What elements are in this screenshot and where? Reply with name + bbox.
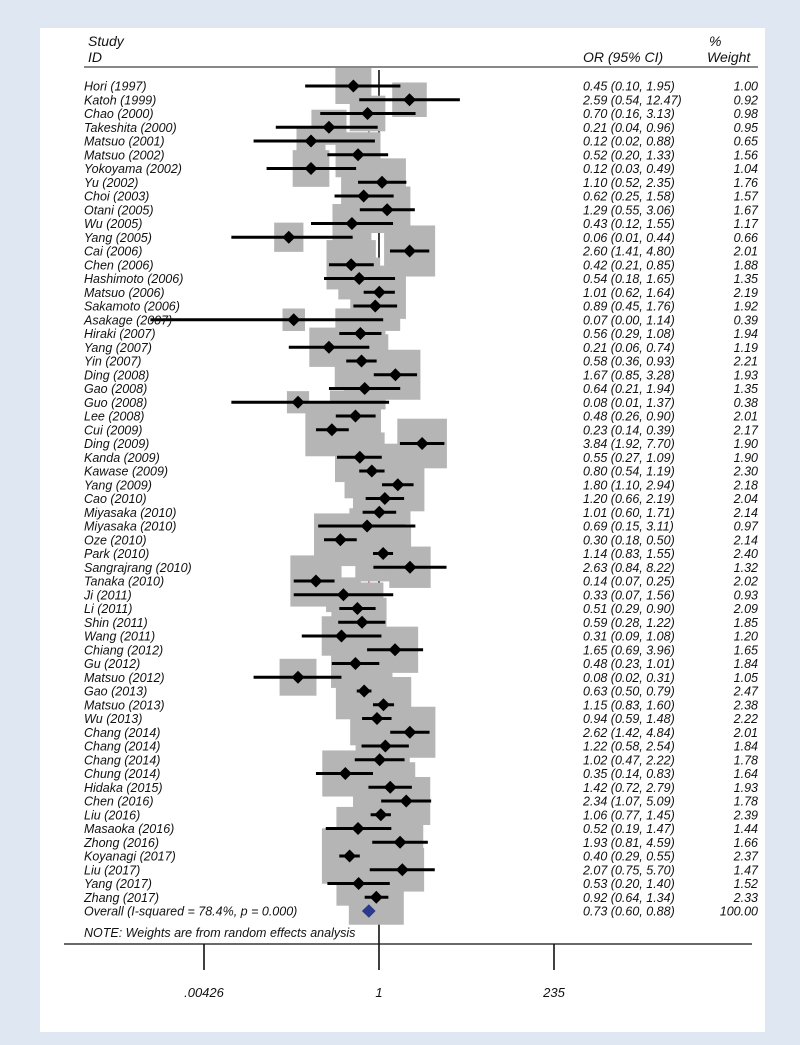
study-label: Miyasaka (2010) — [84, 519, 177, 534]
study-weight-text: 1.20 — [733, 629, 758, 644]
study-weight-text: 1.76 — [733, 175, 758, 190]
study-label: Gu (2012) — [84, 657, 141, 671]
study-weight-text: 1.57 — [733, 189, 758, 204]
study-ci-text: 0.89 (0.45, 1.76) — [583, 299, 675, 314]
study-ci-text: 1.20 (0.66, 2.19) — [583, 492, 675, 506]
study-ci-text: 0.52 (0.20, 1.33) — [583, 148, 675, 163]
study-ci-text: 1.22 (0.58, 2.54) — [583, 739, 675, 754]
study-label: Kawase (2009) — [84, 464, 169, 479]
study-label: Yang (2005) — [84, 230, 152, 245]
study-label: Ding (2008) — [84, 368, 150, 383]
study-ci-text: 0.52 (0.19, 1.47) — [583, 822, 675, 836]
study-weight-text: 0.39 — [733, 313, 758, 328]
study-ci-text: 1.01 (0.60, 1.71) — [583, 505, 675, 520]
study-ci-text: 0.31 (0.09, 1.08) — [583, 629, 675, 644]
study-ci-text: 1.02 (0.47, 2.22) — [583, 753, 675, 768]
study-weight-text: 2.39 — [733, 808, 758, 823]
study-weight-text: 2.19 — [733, 285, 758, 300]
study-weight-text: 1.78 — [733, 753, 758, 768]
study-weight-text: 1.93 — [733, 368, 758, 383]
study-weight-text: 0.93 — [733, 588, 758, 603]
study-label: Wu (2013) — [84, 712, 143, 726]
study-ci-text: 2.62 (1.42, 4.84) — [583, 725, 675, 740]
study-label: Cui (2009) — [84, 423, 143, 438]
study-ci-text: 0.56 (0.29, 1.08) — [583, 327, 675, 341]
study-weight-text: 2.37 — [733, 849, 758, 864]
study-weight-text: 2.14 — [733, 533, 758, 548]
study-ci-text: 0.63 (0.50, 0.79) — [583, 684, 675, 699]
study-label: Liu (2017) — [84, 863, 141, 878]
study-label: Zhang (2017) — [84, 890, 160, 905]
study-ci-text: 0.08 (0.02, 0.31) — [583, 670, 675, 685]
study-label: Matsuo (2013) — [84, 698, 165, 713]
study-ci-text: 2.34 (1.07, 5.09) — [583, 794, 675, 809]
study-label: Park (2010) — [84, 547, 150, 561]
header-study: Study — [88, 33, 124, 49]
x-tick-label: .00426 — [184, 985, 224, 1000]
study-weight-text: 0.66 — [733, 230, 758, 245]
study-label: Hashimoto (2006) — [84, 272, 184, 286]
study-weight-text: 1.92 — [733, 299, 758, 314]
study-weight-text: 1.78 — [733, 794, 758, 809]
study-weight-text: 2.40 — [733, 547, 758, 561]
study-label: Hiraki (2007) — [84, 327, 156, 341]
study-label: Ding (2009) — [84, 437, 150, 451]
study-label: Cao (2010) — [84, 492, 147, 506]
study-weight-text: 1.52 — [733, 877, 758, 891]
study-weight-text: 0.97 — [733, 519, 758, 534]
study-label: Matsuo (2001) — [84, 134, 165, 149]
study-weight-text: 1.65 — [733, 643, 758, 658]
study-label: Koyanagi (2017) — [84, 849, 176, 864]
study-ci-text: 0.12 (0.02, 0.88) — [583, 134, 675, 149]
study-label: Sakamoto (2006) — [84, 299, 180, 314]
study-weight-text: 2.01 — [733, 244, 758, 259]
study-label: Gao (2013) — [84, 684, 148, 699]
study-ci-text: 0.55 (0.27, 1.09) — [583, 450, 675, 465]
study-label: Chang (2014) — [84, 753, 161, 768]
study-weight-text: 1.17 — [733, 217, 758, 231]
study-label: Li (2011) — [84, 602, 133, 616]
overall-weight-text: 100.00 — [719, 904, 758, 919]
study-weight-text: 1.66 — [733, 835, 758, 850]
study-weight-text: 1.67 — [733, 203, 758, 218]
study-ci-text: 0.45 (0.10, 1.95) — [583, 79, 675, 94]
study-ci-text: 2.63 (0.84, 8.22) — [583, 560, 675, 575]
study-weight-text: 1.56 — [733, 148, 758, 163]
study-label: Chen (2016) — [84, 794, 154, 809]
study-weight-text: 1.90 — [733, 450, 758, 465]
study-label: Yu (2002) — [84, 175, 139, 190]
study-label: Chang (2014) — [84, 739, 161, 754]
study-label: Tanaka (2010) — [84, 574, 165, 589]
study-ci-text: 0.64 (0.21, 1.94) — [583, 382, 675, 396]
study-ci-text: 0.33 (0.07, 1.56) — [583, 588, 675, 603]
study-label: Ji (2011) — [84, 588, 132, 603]
study-weight-text: 2.17 — [733, 423, 758, 438]
study-ci-text: 2.59 (0.54, 12.47) — [583, 93, 682, 108]
study-ci-text: 0.54 (0.18, 1.65) — [583, 272, 675, 286]
study-weight-text: 1.47 — [733, 863, 758, 878]
study-label: Chang (2014) — [84, 725, 161, 740]
study-label: Miyasaka (2010) — [84, 505, 177, 520]
study-ci-text: 1.93 (0.81, 4.59) — [583, 835, 675, 850]
study-ci-text: 0.69 (0.15, 3.11) — [583, 519, 674, 534]
study-weight-text: 2.33 — [733, 890, 758, 905]
study-label: Katoh (1999) — [84, 93, 157, 108]
study-ci-text: 0.48 (0.26, 0.90) — [583, 409, 675, 424]
study-label: Guo (2008) — [84, 395, 148, 410]
study-ci-text: 3.84 (1.92, 7.70) — [583, 437, 675, 451]
study-ci-text: 0.70 (0.16, 3.13) — [583, 107, 675, 121]
study-weight-text: 2.22 — [733, 712, 758, 726]
study-weight-text: 2.18 — [733, 478, 758, 493]
study-label: Hori (1997) — [84, 79, 147, 94]
study-label: Gao (2008) — [84, 382, 148, 396]
study-ci-text: 1.29 (0.55, 3.06) — [583, 203, 675, 218]
study-label: Otani (2005) — [84, 203, 154, 218]
study-weight-text: 1.94 — [733, 327, 758, 341]
study-label: Oze (2010) — [84, 533, 147, 548]
study-ci-text: 0.92 (0.64, 1.34) — [583, 890, 675, 905]
study-ci-text: 0.58 (0.36, 0.93) — [583, 354, 675, 369]
study-weight-text: 0.95 — [733, 120, 758, 135]
study-ci-text: 0.12 (0.03, 0.49) — [583, 162, 675, 176]
study-ci-text: 1.06 (0.77, 1.45) — [583, 808, 675, 823]
overall-label: Overall (I-squared = 78.4%, p = 0.000) — [84, 904, 298, 919]
study-label: Chen (2006) — [84, 258, 154, 273]
study-weight-text: 0.98 — [733, 107, 758, 121]
study-label: Yin (2007) — [84, 354, 142, 369]
study-weight-text: 1.19 — [733, 340, 758, 355]
study-weight-text: 0.38 — [733, 395, 758, 410]
study-weight-text: 2.21 — [733, 354, 758, 369]
study-ci-text: 0.48 (0.23, 1.01) — [583, 657, 675, 671]
study-label: Cai (2006) — [84, 244, 143, 259]
study-ci-text: 1.80 (1.10, 2.94) — [583, 478, 675, 493]
study-weight-text: 1.44 — [733, 822, 758, 836]
study-weight-text: 0.92 — [733, 93, 758, 108]
header-weight-percent: % — [709, 33, 722, 49]
header-or: OR (95% CI) — [583, 49, 664, 65]
study-label: Lee (2008) — [84, 409, 145, 424]
study-label: Sangrajrang (2010) — [84, 560, 192, 575]
study-ci-text: 2.07 (0.75, 5.70) — [583, 863, 675, 878]
study-weight-text: 1.05 — [733, 670, 758, 685]
study-weight-text: 1.00 — [733, 79, 758, 94]
study-ci-text: 0.80 (0.54, 1.19) — [583, 464, 675, 479]
header-id: ID — [88, 49, 102, 65]
study-label: Masaoka (2016) — [84, 822, 175, 836]
study-weight-text: 2.30 — [733, 464, 758, 479]
study-ci-text: 1.65 (0.69, 3.96) — [583, 643, 675, 658]
study-ci-text: 0.94 (0.59, 1.48) — [583, 712, 675, 726]
study-label: Chung (2014) — [84, 767, 161, 781]
study-weight-text: 2.47 — [733, 684, 758, 699]
study-ci-text: 0.40 (0.29, 0.55) — [583, 849, 675, 864]
study-label: Wang (2011) — [84, 629, 156, 644]
study-label: Chao (2000) — [84, 107, 154, 121]
study-ci-text: 0.30 (0.18, 0.50) — [583, 533, 675, 548]
study-weight-text: 1.84 — [733, 657, 758, 671]
study-weight-text: 1.35 — [733, 272, 758, 286]
study-ci-text: 1.10 (0.52, 2.35) — [583, 175, 675, 190]
study-ci-text: 0.23 (0.14, 0.39) — [583, 423, 675, 438]
x-tick-label: 235 — [543, 985, 565, 1000]
study-label: Yang (2007) — [84, 340, 152, 355]
study-ci-text: 1.67 (0.85, 3.28) — [583, 368, 675, 383]
study-label: Takeshita (2000) — [84, 120, 177, 135]
study-weight-text: 2.09 — [733, 602, 758, 616]
study-label: Matsuo (2002) — [84, 148, 165, 163]
study-label: Kanda (2009) — [84, 450, 160, 465]
study-weight-text: 1.90 — [733, 437, 758, 451]
study-ci-text: 0.59 (0.28, 1.22) — [583, 615, 675, 630]
study-weight-text: 0.65 — [733, 134, 758, 149]
study-label: Chiang (2012) — [84, 643, 164, 658]
study-ci-text: 0.62 (0.25, 1.58) — [583, 189, 675, 204]
study-label: Matsuo (2006) — [84, 285, 165, 300]
study-weight-text: 1.04 — [733, 162, 758, 176]
header-weight: Weight — [707, 49, 751, 65]
study-label: Yang (2017) — [84, 877, 152, 891]
study-weight-text: 2.14 — [733, 505, 758, 520]
study-ci-text: 1.42 (0.72, 2.79) — [583, 780, 675, 795]
study-ci-text: 0.42 (0.21, 0.85) — [583, 258, 675, 273]
x-tick-label: 1 — [375, 985, 383, 1000]
study-label: Yang (2009) — [84, 478, 152, 493]
study-label: Yokoyama (2002) — [84, 162, 182, 176]
study-weight-text: 1.32 — [733, 560, 758, 575]
study-ci-text: 0.21 (0.06, 0.74) — [583, 340, 675, 355]
study-ci-text: 0.35 (0.14, 0.83) — [583, 767, 675, 781]
study-label: Wu (2005) — [84, 217, 143, 231]
study-ci-text: 0.14 (0.07, 0.25) — [583, 574, 675, 589]
study-ci-text: 1.14 (0.83, 1.55) — [583, 547, 675, 561]
study-ci-text: 0.07 (0.00, 1.14) — [583, 313, 675, 328]
study-weight-text: 2.01 — [733, 725, 758, 740]
study-ci-text: 0.21 (0.04, 0.96) — [583, 120, 675, 135]
study-label: Hidaka (2015) — [84, 780, 163, 795]
weights-note: NOTE: Weights are from random effects analysis — [84, 926, 356, 940]
study-weight-text: 2.04 — [733, 492, 758, 506]
study-ci-text: 1.01 (0.62, 1.64) — [583, 285, 675, 300]
study-weight-text: 1.84 — [733, 739, 758, 754]
study-weight-text: 2.02 — [733, 574, 758, 589]
study-label: Matsuo (2012) — [84, 670, 165, 685]
study-weight-text: 1.88 — [733, 258, 758, 273]
study-ci-text: 1.15 (0.83, 1.60) — [583, 698, 675, 713]
study-ci-text: 0.43 (0.12, 1.55) — [583, 217, 675, 231]
study-ci-text: 0.06 (0.01, 0.44) — [583, 230, 675, 245]
study-ci-text: 0.53 (0.20, 1.40) — [583, 877, 675, 891]
study-weight-text: 1.93 — [733, 780, 758, 795]
study-ci-text: 0.08 (0.01, 1.37) — [583, 395, 675, 410]
study-ci-text: 0.51 (0.29, 0.90) — [583, 602, 675, 616]
study-weight-text: 1.64 — [733, 767, 758, 781]
study-weight-text: 2.38 — [733, 698, 758, 713]
overall-ci-text: 0.73 (0.60, 0.88) — [583, 904, 675, 919]
study-label: Zhong (2016) — [84, 835, 160, 850]
study-label: Asakage (2007) — [84, 313, 173, 328]
study-label: Liu (2016) — [84, 808, 141, 823]
study-label: Shin (2011) — [84, 615, 148, 630]
study-weight-text: 1.35 — [733, 382, 758, 396]
study-weight-text: 2.01 — [733, 409, 758, 424]
study-label: Choi (2003) — [84, 189, 150, 204]
study-ci-text: 2.60 (1.41, 4.80) — [583, 244, 675, 259]
study-weight-text: 1.85 — [733, 615, 758, 630]
